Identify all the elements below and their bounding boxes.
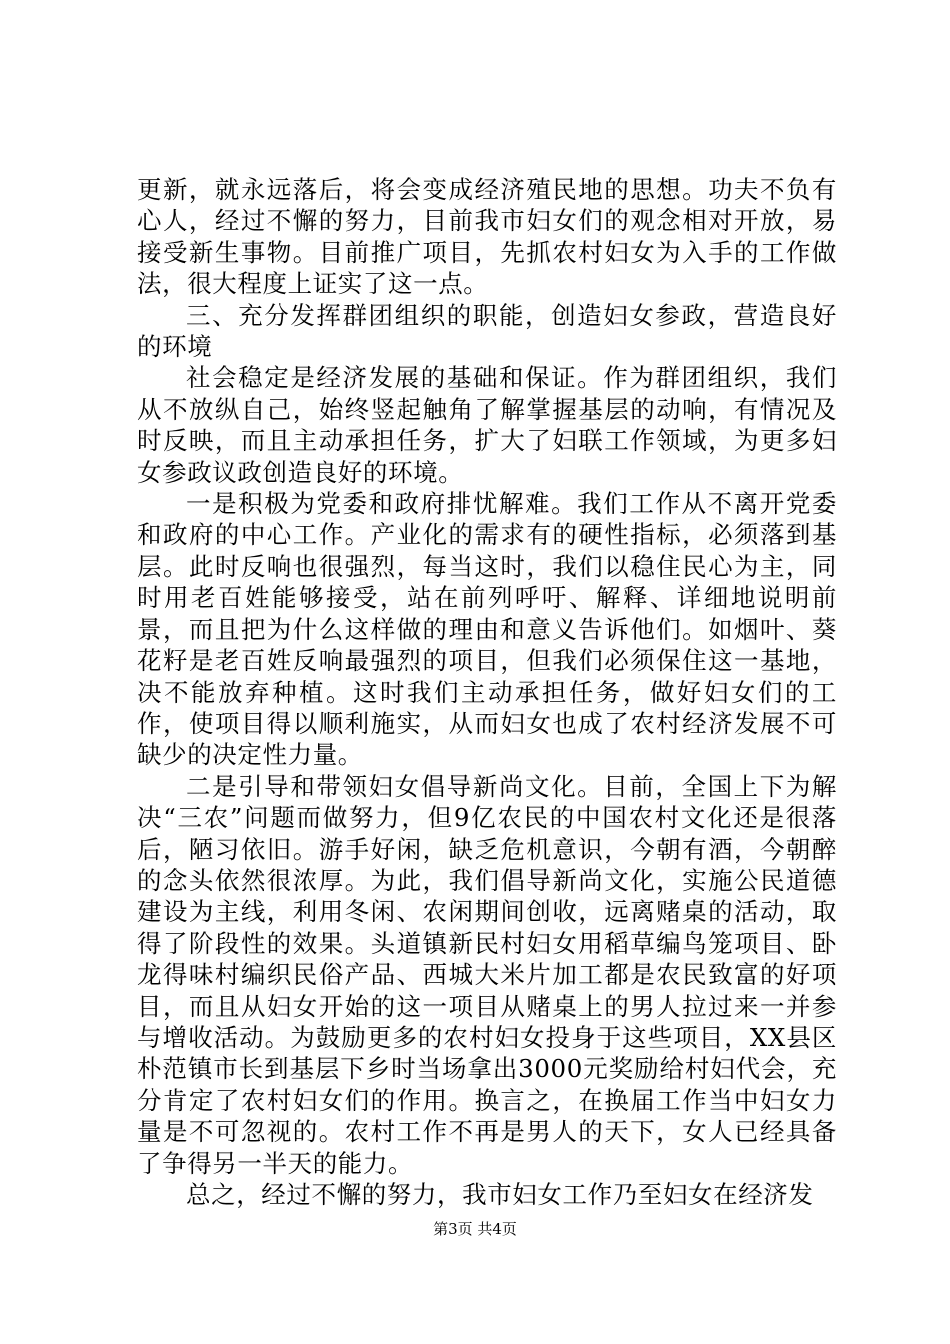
document-body [137, 174, 837, 1210]
page-footer [0, 1218, 950, 1239]
paragraph: 社会稳定是经济发展的基础和保证。作为群团组织，我们从不放纵自己，始终竖起触角了解掌握基层的动响，有情况及时反映，而且主动承担任务，扩大了妇联工作领域，为更多妇女参政议政创造良好的环境。 [137, 363, 837, 487]
paragraph-continued: 更新，就永远落后，将会变成经济殖民地的思想。功夫不负有心人，经过不懈的努力，目前我市妇女们的观念相对开放，易接受新生事物。目前推广项目，先抓农村妇女为入手的工作做法，很大程度上证实了这一点。 [137, 175, 837, 299]
section-heading-3: 三、充分发挥群团组织的职能，创造妇女参政，营造良好的环境 [137, 300, 837, 362]
paragraph: 二是引导和带领妇女倡导新尚文化。目前，全国上下为解决“三农”问题而做努力，但9亿农民的中国农村文化还是很落后，陋习依旧。游手好闲，缺乏危机意识，今朝有酒，今朝醉的念头依然很浓厚。为此，我们倡导新尚文化，实施公民道德建设为主线，利用冬闲、农闲期间创收，远离赌桌的活动，取得了阶段性的效果。头道镇新民村妇女用稻草编鸟笼项目、卧龙得味村编织民俗产品、西城大米片加工都是农民致富的好项目，而且从妇女开始的这一项目从赌桌上的男人拉过来一并参与增收活动。为鼓励更多的农村妇女投身于这些项目，XX县区朴范镇市长到基层下乡时当场拿出3000元奖励给村妇代会，充分肯定了农村妇女们的作用。换言之，在换届工作当中妇女力量是不可忽视的。农村工作不再是男人的天下，女人已经具备了争得另一半天的能力。 [137, 771, 837, 1178]
paragraph: 一是积极为党委和政府排忧解难。我们工作从不离开党委和政府的中心工作。产业化的需求有的硬性指标，必须落到基层。此时反响也很强烈，每当这时，我们以稳住民心为主，同时用老百姓能够接受，站在前列呼吁、解释、详细地说明前景，而且把为什么这样做的理由和意义告诉他们。如烟叶、葵花籽是老百姓反响最强烈的项目，但我们必须保住这一基地，决不能放弃种植。这时我们主动承担任务，做好妇女们的工作，使项目得以顺利施实，从而妇女也成了农村经济发展不可缺少的决定性力量。 [137, 489, 837, 770]
paragraph: 总之，经过不懈的努力，我市妇女工作乃至妇女在经济发 [186, 1180, 814, 1209]
page-number-label: 第3页 共4页 [433, 1220, 517, 1238]
